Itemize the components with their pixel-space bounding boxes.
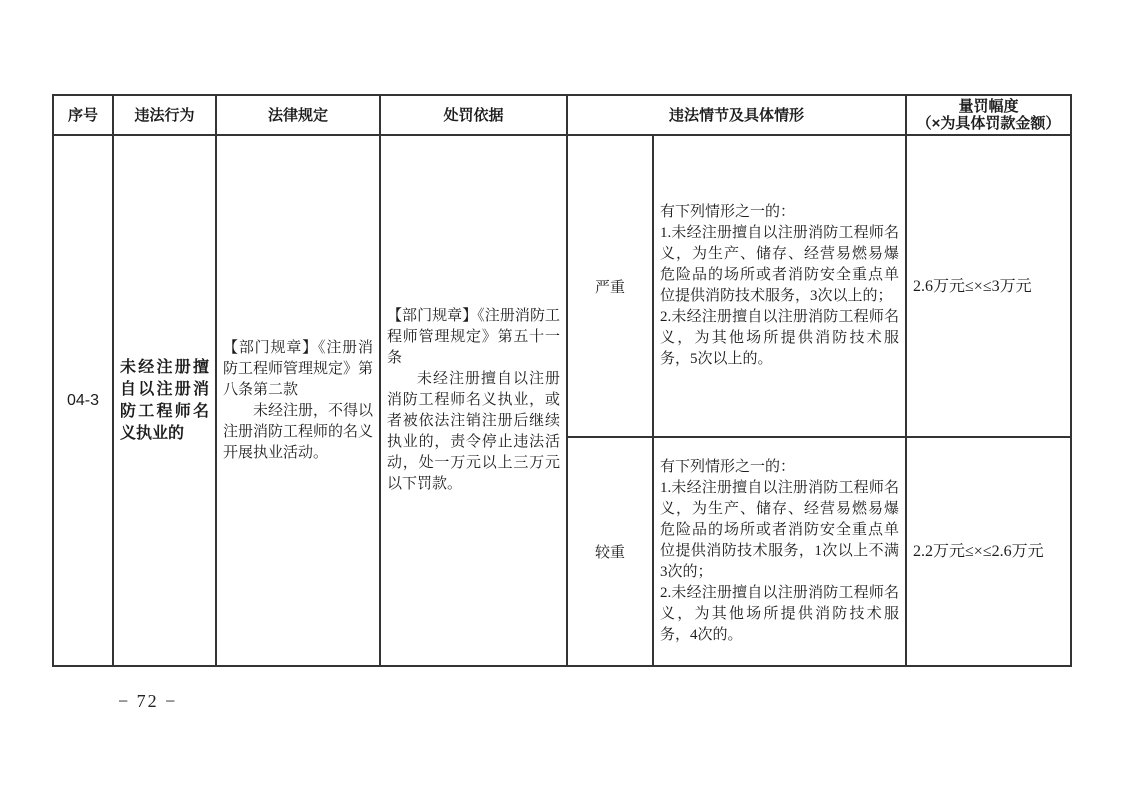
behavior-cell: 未经注册擅自以注册消防工程师名义执业的: [113, 135, 216, 666]
punishment-basis-title: 【部门规章】《注册消防工程师管理规定》第五十一条: [387, 308, 560, 366]
penalty-range-severe: 2.6万元≤×≤3万元: [906, 135, 1071, 437]
circumstance-item-2: 2.未经注册擅自以注册消防工程师名义，为其他场所提供消防技术服务，4次的。: [660, 585, 900, 643]
header-legal: 法律规定: [216, 95, 380, 135]
legal-provision-title: 【部门规章】《注册消防工程师管理规定》第八条第二款: [223, 339, 374, 398]
circumstance-intro: 有下列情形之一的：: [660, 459, 796, 475]
table-header-row: [53, 95, 1071, 135]
header-penalty-range-line1: 量罚幅度: [958, 98, 1019, 115]
severity-cell-moderate: 较重: [567, 437, 653, 666]
circumstance-detail-severe: [653, 135, 906, 437]
penalty-range-moderate: 2.2万元≤×≤2.6万元: [906, 437, 1071, 666]
circumstance-item-2: 2.未经注册擅自以注册消防工程师名义，为其他场所提供消防技术服务，5次以上的。: [660, 309, 900, 367]
header-penalty-range-line2: （×为具体罚款金额）: [916, 115, 1061, 132]
penalty-discretion-table: [52, 94, 1072, 667]
punishment-basis-cell: [380, 135, 567, 666]
circumstance-item-1: 1.未经注册擅自以注册消防工程师名义，为生产、储存、经营易燃易爆危险品的场所或者消防安全重点单位提供消防技术服务，1次以上不满3次的；: [660, 480, 900, 580]
legal-provision-cell: [216, 135, 380, 666]
header-penalty-range: [906, 95, 1071, 135]
circumstance-item-1: 1.未经注册擅自以注册消防工程师名义，为生产、储存、经营易燃易爆危险品的场所或者消防安全重点单位提供消防技术服务，3次以上的；: [660, 225, 900, 304]
punishment-basis-body: 未经注册擅自以注册消防工程师名义执业，或者被依法注销注册后继续执业的，责令停止违法活动，处一万元以上三万元以下罚款。: [387, 371, 560, 492]
table-row-severe: [53, 135, 1071, 437]
severity-cell-severe: 严重: [567, 135, 653, 437]
circumstance-intro: 有下列情形之一的：: [660, 204, 796, 220]
header-seq: 序号: [53, 95, 113, 135]
circumstance-detail-moderate: [653, 437, 906, 666]
header-basis: 处罚依据: [380, 95, 567, 135]
header-behavior: 违法行为: [113, 95, 216, 135]
legal-provision-body: 未经注册，不得以注册消防工程师的名义开展执业活动。: [223, 402, 374, 461]
seq-cell: 04-3: [53, 135, 113, 666]
header-circumstances: 违法情节及具体情形: [567, 95, 906, 135]
page-number: − 72 −: [118, 691, 178, 711]
